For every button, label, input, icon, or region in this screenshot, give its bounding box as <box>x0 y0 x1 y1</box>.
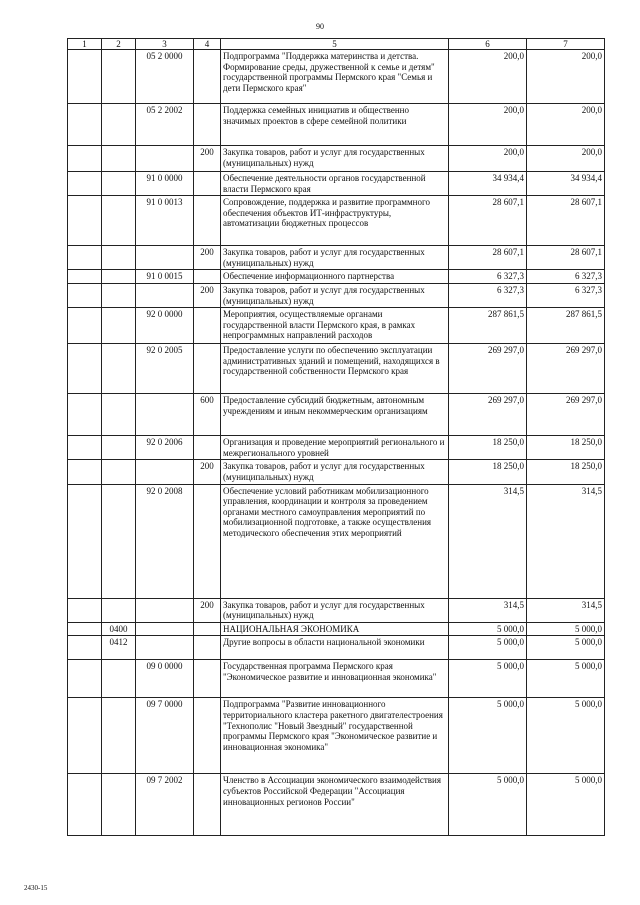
cell-section <box>68 436 102 460</box>
cell-section <box>68 344 102 394</box>
cell-description: Другие вопросы в области национальной экономики <box>221 636 449 660</box>
table-header-row <box>68 39 605 50</box>
table-row <box>68 50 605 104</box>
cell-amount-2: 269 297,0 <box>527 344 605 394</box>
cell-section <box>68 246 102 270</box>
cell-section <box>68 270 102 284</box>
cell-target-article <box>136 146 194 172</box>
cell-target-article: 91 0 0015 <box>136 270 194 284</box>
cell-amount-2: 34 934,4 <box>527 172 605 196</box>
cell-subsection <box>102 484 136 598</box>
cell-section <box>68 484 102 598</box>
cell-amount-2: 200,0 <box>527 146 605 172</box>
table-body <box>68 50 605 836</box>
cell-expense-type: 600 <box>194 394 221 436</box>
cell-subsection <box>102 283 136 307</box>
cell-description: Подпрограмма "Развитие инновационного территориального кластера ракетного двигателестроения "Технополис "Новый Звездный" государственной программы Пермского края "Экономическое развитие и инновационная экономика" <box>221 698 449 774</box>
cell-section <box>68 172 102 196</box>
cell-amount-2: 200,0 <box>527 50 605 104</box>
cell-target-article <box>136 622 194 636</box>
cell-description: Закупка товаров, работ и услуг для государственных (муниципальных) нужд <box>221 146 449 172</box>
table-row <box>68 270 605 284</box>
cell-amount-2: 18 250,0 <box>527 436 605 460</box>
cell-amount-1: 269 297,0 <box>449 394 527 436</box>
table-row <box>68 484 605 598</box>
cell-section <box>68 698 102 774</box>
header-col-3: 3 <box>136 39 194 50</box>
cell-description: Подпрограмма "Поддержка материнства и детства. Формирование среды, дружественной к семье и детям" государственной программы Пермского края "Семья и дети Пермского края" <box>221 50 449 104</box>
cell-amount-2: 18 250,0 <box>527 460 605 484</box>
cell-expense-type <box>194 622 221 636</box>
cell-target-article: 92 0 2008 <box>136 484 194 598</box>
cell-section <box>68 774 102 836</box>
cell-description: НАЦИОНАЛЬНАЯ ЭКОНОМИКА <box>221 622 449 636</box>
table-row <box>68 598 605 622</box>
cell-amount-1: 34 934,4 <box>449 172 527 196</box>
cell-expense-type <box>194 774 221 836</box>
cell-subsection <box>102 172 136 196</box>
cell-expense-type <box>194 344 221 394</box>
table-row <box>68 172 605 196</box>
cell-expense-type <box>194 636 221 660</box>
cell-subsection <box>102 270 136 284</box>
cell-description: Закупка товаров, работ и услуг для государственных (муниципальных) нужд <box>221 283 449 307</box>
cell-subsection <box>102 50 136 104</box>
cell-amount-2: 5 000,0 <box>527 636 605 660</box>
cell-target-article: 92 0 0000 <box>136 308 194 344</box>
cell-section <box>68 146 102 172</box>
cell-description: Членство в Ассоциации экономического взаимодействия субъектов Российской Федерации "Ассоциация инновационных регионов России" <box>221 774 449 836</box>
cell-amount-1: 5 000,0 <box>449 774 527 836</box>
cell-section <box>68 196 102 246</box>
cell-amount-2: 200,0 <box>527 104 605 146</box>
cell-target-article <box>136 394 194 436</box>
cell-section <box>68 660 102 698</box>
cell-subsection <box>102 344 136 394</box>
cell-target-article: 92 0 2006 <box>136 436 194 460</box>
cell-subsection <box>102 460 136 484</box>
cell-amount-1: 269 297,0 <box>449 344 527 394</box>
cell-subsection <box>102 774 136 836</box>
table-row <box>68 436 605 460</box>
cell-description: Обеспечение условий работникам мобилизационного управления, координации и контроля за проведением органами местного самоуправления мероприятий по мобилизационной подготовке, а также осуществления методического обеспечения этих мероприятий <box>221 484 449 598</box>
header-col-4: 4 <box>194 39 221 50</box>
cell-target-article <box>136 460 194 484</box>
cell-expense-type: 200 <box>194 146 221 172</box>
cell-amount-1: 6 327,3 <box>449 283 527 307</box>
cell-expense-type: 200 <box>194 246 221 270</box>
cell-amount-2: 5 000,0 <box>527 660 605 698</box>
cell-description: Поддержка семейных инициатив и общественно значимых проектов в сфере семейной политики <box>221 104 449 146</box>
cell-amount-2: 314,5 <box>527 598 605 622</box>
header-col-2: 2 <box>102 39 136 50</box>
cell-expense-type <box>194 698 221 774</box>
cell-amount-2: 314,5 <box>527 484 605 598</box>
cell-description: Закупка товаров, работ и услуг для государственных (муниципальных) нужд <box>221 598 449 622</box>
cell-amount-1: 200,0 <box>449 146 527 172</box>
cell-description: Предоставление субсидий бюджетным, автономным учреждениям и иным некоммерческим организациям <box>221 394 449 436</box>
cell-description: Обеспечение информационного партнерства <box>221 270 449 284</box>
cell-amount-2: 5 000,0 <box>527 622 605 636</box>
cell-target-article <box>136 246 194 270</box>
cell-description: Обеспечение деятельности органов государственной власти Пермского края <box>221 172 449 196</box>
cell-description: Сопровождение, поддержка и развитие программного обеспечения объектов ИТ-инфраструктуры, автоматизации бюджетных процессов <box>221 196 449 246</box>
cell-description: Мероприятия, осуществляемые органами государственной власти Пермского края, в рамках непрограммных направлений расходов <box>221 308 449 344</box>
cell-expense-type <box>194 270 221 284</box>
cell-description: Организация и проведение мероприятий регионального и межрегионального уровней <box>221 436 449 460</box>
table-row <box>68 698 605 774</box>
page-number: 90 <box>316 22 324 31</box>
cell-target-article: 09 7 0000 <box>136 698 194 774</box>
table-row <box>68 196 605 246</box>
table-row <box>68 308 605 344</box>
cell-amount-1: 200,0 <box>449 50 527 104</box>
cell-target-article: 09 0 0000 <box>136 660 194 698</box>
cell-expense-type <box>194 196 221 246</box>
cell-target-article <box>136 283 194 307</box>
cell-description: Государственная программа Пермского края "Экономическое развитие и инновационная экономика" <box>221 660 449 698</box>
cell-section <box>68 50 102 104</box>
cell-expense-type <box>194 436 221 460</box>
cell-subsection <box>102 246 136 270</box>
cell-target-article: 05 2 2002 <box>136 104 194 146</box>
cell-subsection <box>102 436 136 460</box>
footer-code: 2430-15 <box>24 884 48 892</box>
cell-subsection: 0400 <box>102 622 136 636</box>
cell-amount-1: 5 000,0 <box>449 698 527 774</box>
cell-expense-type <box>194 308 221 344</box>
cell-amount-1: 18 250,0 <box>449 460 527 484</box>
cell-amount-1: 28 607,1 <box>449 246 527 270</box>
cell-section <box>68 308 102 344</box>
table-row <box>68 283 605 307</box>
cell-subsection <box>102 394 136 436</box>
cell-subsection: 0412 <box>102 636 136 660</box>
cell-amount-2: 28 607,1 <box>527 196 605 246</box>
cell-expense-type: 200 <box>194 283 221 307</box>
cell-description: Предоставление услуги по обеспечению эксплуатации административных зданий и помещений, находящихся в государственной собственности Пермского края <box>221 344 449 394</box>
cell-amount-1: 18 250,0 <box>449 436 527 460</box>
cell-expense-type: 200 <box>194 598 221 622</box>
cell-section <box>68 622 102 636</box>
header-col-6: 6 <box>449 39 527 50</box>
cell-amount-2: 6 327,3 <box>527 283 605 307</box>
cell-section <box>68 598 102 622</box>
cell-expense-type <box>194 172 221 196</box>
table-row <box>68 636 605 660</box>
cell-section <box>68 636 102 660</box>
cell-amount-1: 5 000,0 <box>449 660 527 698</box>
cell-amount-1: 5 000,0 <box>449 636 527 660</box>
cell-expense-type <box>194 104 221 146</box>
budget-table <box>67 38 605 836</box>
cell-amount-1: 28 607,1 <box>449 196 527 246</box>
table-row <box>68 246 605 270</box>
table-row <box>68 104 605 146</box>
cell-subsection <box>102 104 136 146</box>
cell-amount-1: 314,5 <box>449 484 527 598</box>
header-col-1: 1 <box>68 39 102 50</box>
cell-amount-2: 287 861,5 <box>527 308 605 344</box>
header-col-7: 7 <box>527 39 605 50</box>
cell-section <box>68 460 102 484</box>
table-row <box>68 774 605 836</box>
table-row <box>68 660 605 698</box>
cell-subsection <box>102 660 136 698</box>
cell-expense-type: 200 <box>194 460 221 484</box>
table-row <box>68 460 605 484</box>
table-row <box>68 344 605 394</box>
cell-section <box>68 283 102 307</box>
cell-amount-1: 6 327,3 <box>449 270 527 284</box>
cell-expense-type <box>194 50 221 104</box>
cell-amount-1: 314,5 <box>449 598 527 622</box>
cell-subsection <box>102 698 136 774</box>
cell-target-article <box>136 598 194 622</box>
cell-amount-1: 5 000,0 <box>449 622 527 636</box>
header-col-5: 5 <box>221 39 449 50</box>
cell-subsection <box>102 598 136 622</box>
table-row <box>68 146 605 172</box>
cell-description: Закупка товаров, работ и услуг для государственных (муниципальных) нужд <box>221 460 449 484</box>
cell-amount-2: 6 327,3 <box>527 270 605 284</box>
table-row <box>68 622 605 636</box>
cell-amount-2: 5 000,0 <box>527 698 605 774</box>
cell-target-article: 92 0 2005 <box>136 344 194 394</box>
cell-subsection <box>102 196 136 246</box>
cell-expense-type <box>194 484 221 598</box>
cell-expense-type <box>194 660 221 698</box>
cell-target-article: 05 2 0000 <box>136 50 194 104</box>
cell-target-article: 09 7 2002 <box>136 774 194 836</box>
cell-subsection <box>102 308 136 344</box>
cell-amount-2: 269 297,0 <box>527 394 605 436</box>
cell-description: Закупка товаров, работ и услуг для государственных (муниципальных) нужд <box>221 246 449 270</box>
cell-target-article: 91 0 0000 <box>136 172 194 196</box>
cell-section <box>68 104 102 146</box>
cell-target-article <box>136 636 194 660</box>
cell-section <box>68 394 102 436</box>
cell-amount-2: 28 607,1 <box>527 246 605 270</box>
cell-subsection <box>102 146 136 172</box>
cell-amount-2: 5 000,0 <box>527 774 605 836</box>
cell-amount-1: 200,0 <box>449 104 527 146</box>
table-row <box>68 394 605 436</box>
cell-target-article: 91 0 0013 <box>136 196 194 246</box>
cell-amount-1: 287 861,5 <box>449 308 527 344</box>
